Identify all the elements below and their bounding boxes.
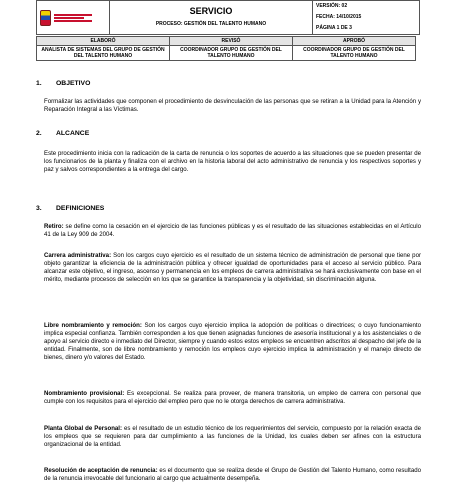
role-elaboro-name: ANALISTA DE SISTEMAS DEL GRUPO DE GESTIÓN DEL TALENTO HUMANO — [37, 46, 170, 61]
role-reviso-name: COORDINADOR GRUPO DE GESTIÓN DEL TALENTO HUMANO — [170, 46, 293, 61]
section-heading-objetivo: 1. OBJETIVO — [36, 80, 91, 87]
header-date: FECHA: 14/10/2015 — [316, 14, 362, 20]
definition-carrera-administrativa: Carrera administrativa: Son los cargos cuyo ejercicio es el resultado de un sistema técnico de administración de personal que tiene por objeto garantizar la eficiencia de la administración pública y ofrecer igualdad de oportunidades para el acceso al servicio público. Para alcanzar este objetivo, el ingreso, ascenso y permanencia en los empleos de carrera administrativa se hará exclusivamente con base en el mérito, mediante procesos de selección en los que se garantice la transparencia y la objetividad, sin discriminación alguna. — [44, 252, 421, 283]
meta-cell — [313, 1, 420, 35]
role-aprobo-name: COORDINADOR GRUPO DE GESTIÓN DEL TALENTO HUMANO — [293, 46, 416, 61]
section-heading-alcance: 2. ALCANCE — [36, 130, 90, 137]
header-title: SERVICIO — [189, 5, 233, 16]
section-heading-definiciones: 3. DEFINICIONES — [36, 205, 105, 212]
role-reviso-title: REVISÓ — [170, 37, 293, 46]
definition-retiro: Retiro: se define como la cesación en el ejercicio de las funciones públicas y es el resultado de las situaciones establecidas en el Artículo 41 de la Ley 909 de 2004. — [44, 223, 421, 238]
role-elaboro-title: ELABORÓ — [37, 37, 170, 46]
unidad-victimas-logo — [40, 10, 106, 26]
definition-nombramiento-provisional: Nombramiento provisional: Es excepcional. Se realiza para proveer, de manera transitoria, un empleo de carrera con personal que cumple con los requisitos para el ejercicio del empleo pero que no le otorga derechos de carrera administrativa. — [44, 390, 422, 405]
header-process: PROCESO: GESTIÓN DEL TALENTO HUMANO — [155, 20, 267, 27]
coat-of-arms-icon — [40, 10, 51, 26]
approval-table — [36, 36, 416, 61]
title-cell — [110, 1, 313, 35]
definition-libre-nombramiento: Libre nombramiento y remoción: Son los cargos cuyo ejercicio implica la adopción de políticas o directrices; o cuyo funcionamiento implica especial confianza. También corresponden a los que tienen asignadas funciones de asesoría institucional y a los asistenciales o de apoyo al servicio directo e inmediato del Director, siempre y cuando estos estos empleos se encuentren adscritos al despacho del jefe de la entidad. Finalmente, son de libre nombramiento y remoción los empleos cuyo ejercicio implica la administración y el manejo directo de bienes, dinero y/o valores del Estado. — [44, 322, 422, 361]
document-header-table — [36, 0, 420, 35]
definition-resolucion-renuncia: Resolución de aceptación de renuncia: es el documento que se realiza desde el Grupo de Gestión del Talento Humano, como resultado de la renuncia irrevocable del funcionario al cargo que actualmente desempeña. — [44, 467, 421, 482]
logo-cell — [37, 1, 110, 35]
header-version: VERSIÓN: 02 — [316, 3, 348, 9]
logo-wordmark — [54, 14, 92, 22]
definition-planta-global: Planta Global de Personal: es el resultado de un estudio técnico de los requerimientos del servicio, compuesto por la relación exacta de los empleos que se requieren para dar cumplimiento a las funciones de la Unidad, los cuales deben ser afines con la estructura organizacional de la entidad. — [44, 425, 421, 448]
role-aprobo-title: APROBÓ — [293, 37, 416, 46]
header-page: PÁGINA 1 DE 3 — [316, 25, 352, 31]
objetivo-text: Formalizar las actividades que componen el procedimiento de desvinculación de las personas que se retiran a la Unidad para la Atención y Reparación Integral a las Víctimas. — [44, 98, 421, 113]
alcance-text: Este procedimiento inicia con la radicación de la carta de renuncia o los soportes de acuerdo a las situaciones que se pueden presentar de los funcionarios de la planta y finaliza con el archivo en la historia laboral del acto administrativo de renuncia y los respectivos soportes y paz y salvos correspondientes a la entrega del cargo. — [44, 150, 421, 173]
